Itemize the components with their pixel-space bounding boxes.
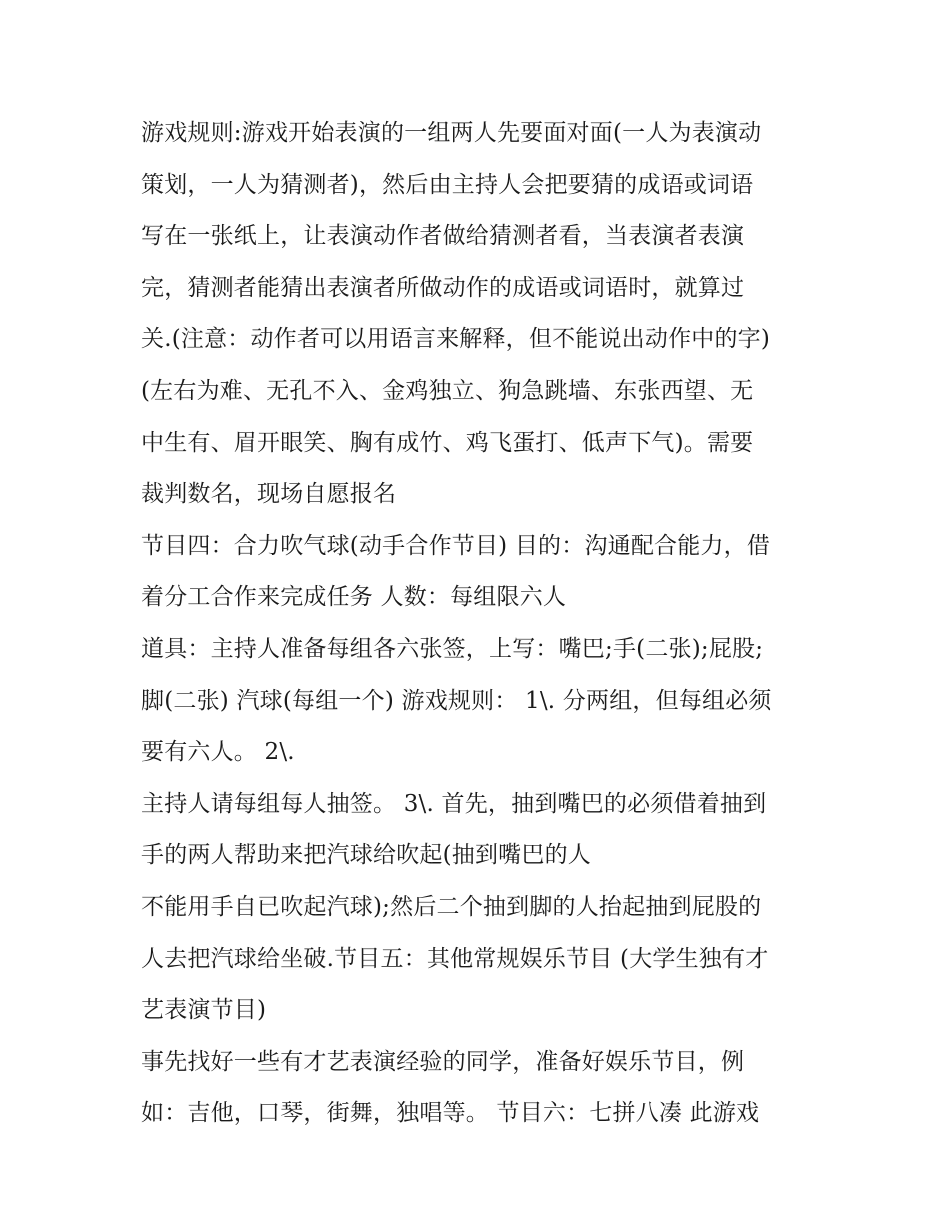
text-line: 关.(注意：动作者可以用语言来解释，但不能说出动作中的字) [141, 326, 771, 353]
text-line: 节目四：合力吹气球(动手合作节目) 目的：沟通配合能力，借 [141, 532, 771, 559]
text-line: 游戏规则:游戏开始表演的一组两人先要面对面(一人为表演动 [141, 120, 762, 146]
text-line: 脚(二张) 汽球(每组一个) 游戏规则： 1\. 分两组，但每组必须 [141, 687, 772, 714]
text-line: 中生有、眉开眼笑、胸有成竹、鸡飞蛋打、低声下气)。需要 [141, 429, 754, 456]
text-line: 策划，一人为猜测者)，然后由主持人会把要猜的成语或词语 [141, 171, 754, 198]
text-line: 如：吉他，口琴，街舞，独唱等。 节目六：七拼八凑 此游戏 [141, 1100, 760, 1127]
text-line: 艺表演节目) [141, 997, 267, 1024]
text-line: 写在一张纸上，让表演动作者做给猜测者看，当表演者表演 [141, 223, 745, 250]
text-line: 主持人请每组每人抽签。 3\. 首先，抽到嘴巴的必须借着抽到 [141, 790, 767, 817]
text-line: 着分工合作来完成任务 人数：每组限六人 [141, 584, 567, 611]
text-line: 不能用手自已吹起汽球);然后二个抽到脚的人抬起抽到屁股的 [141, 893, 762, 920]
text-line: 人去把汽球给坐破.节目五：其他常规娱乐节目 (大学生独有才 [141, 945, 769, 972]
text-line: 事先找好一些有才艺表演经验的同学，准备好娱乐节目，例 [141, 1048, 745, 1075]
text-line: 完，猜测者能猜出表演者所做动作的成语或词语时，就算过 [141, 274, 745, 301]
document-body [141, 108, 831, 1140]
text-line: (左右为难、无孔不入、金鸡独立、狗急跳墙、东张西望、无 [141, 377, 754, 404]
text-line: 要有六人。 2\. [141, 739, 295, 766]
text-line: 道具：主持人准备每组各六张签，上写：嘴巴;手(二张);屁股; [141, 635, 764, 662]
text-line: 手的两人帮助来把汽球给吹起(抽到嘴巴的人 [141, 842, 591, 869]
text-line: 裁判数名，现场自愿报名 [141, 481, 397, 508]
